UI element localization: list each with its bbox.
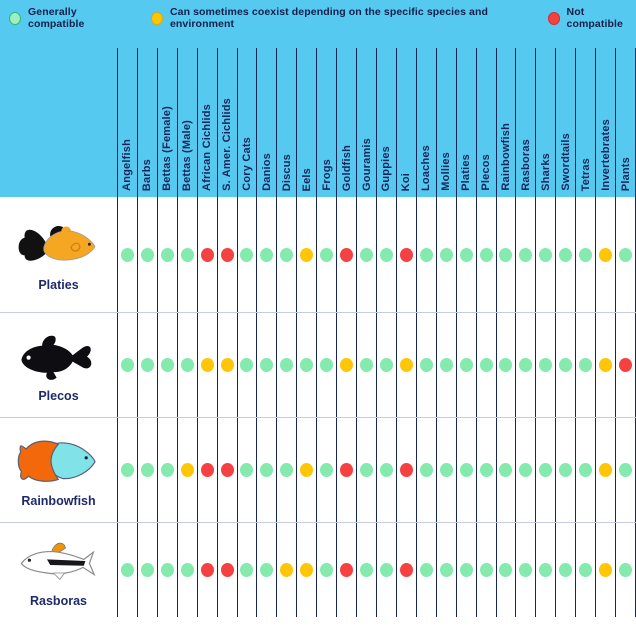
green-dot-icon — [440, 358, 453, 372]
column-label: Angelfish — [121, 139, 134, 191]
green-dot-icon — [9, 12, 21, 25]
cell-rasboras-vs-angelfish — [117, 523, 137, 617]
cell-rainbowfish-vs-rasboras — [515, 418, 535, 522]
column-label: Loaches — [420, 144, 433, 191]
cell-plecos-vs-barbs — [137, 313, 157, 417]
cell-rasboras-vs-plecos — [476, 523, 496, 617]
legend-label-sometimes: Can sometimes coexist depending on the specific species and environment — [169, 6, 489, 30]
column-header-platies — [456, 48, 476, 197]
cell-platies-vs-guppies — [376, 197, 396, 312]
dots-row-rasboras — [117, 523, 636, 617]
green-dot-icon — [141, 463, 154, 477]
cell-platies-vs-s-amer-cichlids — [217, 197, 237, 312]
cell-rasboras-vs-gouramis — [356, 523, 376, 617]
green-dot-icon — [579, 563, 592, 577]
cell-plecos-vs-platies — [456, 313, 476, 417]
green-dot-icon — [320, 248, 333, 262]
yellow-dot-icon — [221, 358, 234, 372]
column-label: Mollies — [440, 152, 453, 191]
cell-rasboras-vs-koi — [396, 523, 416, 617]
cell-rasboras-vs-goldfish — [336, 523, 356, 617]
cell-rainbowfish-vs-african-cichlids — [197, 418, 217, 522]
green-dot-icon — [300, 358, 313, 372]
column-label: S. Amer. Cichlids — [221, 98, 234, 191]
green-dot-icon — [519, 563, 532, 577]
cell-plecos-vs-mollies — [436, 313, 456, 417]
yellow-dot-icon — [300, 563, 313, 577]
column-header-plecos — [476, 48, 496, 197]
green-dot-icon — [579, 248, 592, 262]
green-dot-icon — [380, 358, 393, 372]
column-header-invertebrates — [595, 48, 615, 197]
legend — [0, 0, 636, 36]
cell-rasboras-vs-invertebrates — [595, 523, 615, 617]
cell-plecos-vs-rasboras — [515, 313, 535, 417]
column-header-bettas-male — [177, 48, 197, 197]
cell-rainbowfish-vs-danios — [256, 418, 276, 522]
red-dot-icon — [201, 563, 214, 577]
column-header-discus — [276, 48, 296, 197]
column-header-swordtails — [555, 48, 575, 197]
cell-plecos-vs-rainbowfish — [496, 313, 516, 417]
column-label: Cory Cats — [240, 137, 253, 191]
column-header-koi — [396, 48, 416, 197]
green-dot-icon — [161, 358, 174, 372]
green-dot-icon — [559, 248, 572, 262]
cell-plecos-vs-gouramis — [356, 313, 376, 417]
cell-platies-vs-swordtails — [555, 197, 575, 312]
yellow-dot-icon — [400, 358, 413, 372]
cell-rainbowfish-vs-invertebrates — [595, 418, 615, 522]
green-dot-icon — [240, 248, 253, 262]
green-dot-icon — [380, 463, 393, 477]
cell-plecos-vs-eels — [296, 313, 316, 417]
cell-platies-vs-barbs — [137, 197, 157, 312]
red-dot-icon — [221, 563, 234, 577]
green-dot-icon — [360, 463, 373, 477]
column-label: Guppies — [380, 145, 393, 191]
green-dot-icon — [161, 563, 174, 577]
column-label: Koi — [400, 172, 413, 191]
green-dot-icon — [260, 248, 273, 262]
cell-plecos-vs-bettas-female — [157, 313, 177, 417]
column-header-african-cichlids — [197, 48, 217, 197]
green-dot-icon — [539, 463, 552, 477]
column-header-tetras — [575, 48, 595, 197]
red-dot-icon — [221, 248, 234, 262]
green-dot-icon — [460, 358, 473, 372]
cell-rasboras-vs-sharks — [535, 523, 555, 617]
yellow-dot-icon — [599, 248, 612, 262]
cell-rainbowfish-vs-loaches — [416, 418, 436, 522]
cell-platies-vs-frogs — [316, 197, 336, 312]
green-dot-icon — [420, 358, 433, 372]
green-dot-icon — [360, 563, 373, 577]
cell-plecos-vs-african-cichlids — [197, 313, 217, 417]
green-dot-icon — [420, 563, 433, 577]
cell-plecos-vs-frogs — [316, 313, 336, 417]
yellow-dot-icon — [151, 12, 163, 25]
cell-platies-vs-cory-cats — [237, 197, 257, 312]
cell-plecos-vs-swordtails — [555, 313, 575, 417]
column-header-gouramis — [356, 48, 376, 197]
cell-plecos-vs-bettas-male — [177, 313, 197, 417]
yellow-dot-icon — [340, 358, 353, 372]
red-dot-icon — [400, 563, 413, 577]
cell-plecos-vs-goldfish — [336, 313, 356, 417]
cell-platies-vs-rainbowfish — [496, 197, 516, 312]
corner-cell — [0, 36, 117, 197]
red-dot-icon — [340, 463, 353, 477]
yellow-dot-icon — [181, 463, 194, 477]
red-dot-icon — [400, 463, 413, 477]
green-dot-icon — [559, 563, 572, 577]
green-dot-icon — [619, 248, 632, 262]
red-dot-icon — [548, 12, 560, 25]
cell-plecos-vs-cory-cats — [237, 313, 257, 417]
cell-rainbowfish-vs-swordtails — [555, 418, 575, 522]
green-dot-icon — [499, 358, 512, 372]
cell-platies-vs-invertebrates — [595, 197, 615, 312]
column-label: Plants — [619, 156, 632, 191]
cell-plecos-vs-tetras — [575, 313, 595, 417]
row-label-platies: Platies — [38, 278, 79, 292]
green-dot-icon — [519, 463, 532, 477]
yellow-dot-icon — [599, 358, 612, 372]
green-dot-icon — [440, 563, 453, 577]
green-dot-icon — [260, 358, 273, 372]
cell-rainbowfish-vs-rainbowfish — [496, 418, 516, 522]
green-dot-icon — [480, 463, 493, 477]
green-dot-icon — [480, 248, 493, 262]
cell-rainbowfish-vs-tetras — [575, 418, 595, 522]
green-dot-icon — [161, 463, 174, 477]
cell-rasboras-vs-frogs — [316, 523, 336, 617]
green-dot-icon — [280, 358, 293, 372]
cell-rasboras-vs-barbs — [137, 523, 157, 617]
rainbowfish-fish-icon — [13, 433, 105, 489]
legend-item-not-compatible — [548, 6, 636, 30]
red-dot-icon — [201, 248, 214, 262]
green-dot-icon — [559, 358, 572, 372]
column-label: Eels — [300, 167, 313, 191]
cell-rasboras-vs-guppies — [376, 523, 396, 617]
cell-rainbowfish-vs-eels — [296, 418, 316, 522]
cell-plecos-vs-s-amer-cichlids — [217, 313, 237, 417]
row-label-plecos: Plecos — [38, 388, 79, 403]
green-dot-icon — [320, 463, 333, 477]
cell-platies-vs-plecos — [476, 197, 496, 312]
legend-label-not-compatible: Not compatible — [566, 6, 623, 30]
cell-rainbowfish-vs-plecos — [476, 418, 496, 522]
green-dot-icon — [260, 463, 273, 477]
cell-platies-vs-bettas-male — [177, 197, 197, 312]
cell-rasboras-vs-mollies — [436, 523, 456, 617]
cell-rasboras-vs-tetras — [575, 523, 595, 617]
column-header-plants — [615, 48, 635, 197]
cell-rainbowfish-vs-frogs — [316, 418, 336, 522]
row-header-rasboras — [0, 523, 117, 617]
column-label: Frogs — [320, 159, 333, 191]
column-label: African Cichlids — [201, 104, 214, 191]
cell-platies-vs-tetras — [575, 197, 595, 312]
column-label: Rasboras — [519, 139, 532, 191]
cell-rasboras-vs-rainbowfish — [496, 523, 516, 617]
green-dot-icon — [619, 463, 632, 477]
green-dot-icon — [440, 463, 453, 477]
column-label: Platies — [460, 154, 473, 191]
yellow-dot-icon — [300, 248, 313, 262]
green-dot-icon — [360, 248, 373, 262]
green-dot-icon — [121, 463, 134, 477]
cell-platies-vs-rasboras — [515, 197, 535, 312]
row-label-rasboras: Rasboras — [30, 593, 87, 608]
cell-platies-vs-danios — [256, 197, 276, 312]
green-dot-icon — [420, 463, 433, 477]
green-dot-icon — [460, 248, 473, 262]
legend-item-sometimes — [151, 6, 523, 30]
cell-plecos-vs-plecos — [476, 313, 496, 417]
green-dot-icon — [499, 463, 512, 477]
green-dot-icon — [539, 358, 552, 372]
column-label: Bettas (Female) — [161, 106, 174, 191]
green-dot-icon — [539, 248, 552, 262]
cell-platies-vs-eels — [296, 197, 316, 312]
red-dot-icon — [201, 463, 214, 477]
cell-rainbowfish-vs-bettas-male — [177, 418, 197, 522]
cell-platies-vs-discus — [276, 197, 296, 312]
column-header-goldfish — [336, 48, 356, 197]
cell-platies-vs-plants — [615, 197, 635, 312]
yellow-dot-icon — [300, 463, 313, 477]
row-header-plecos — [0, 313, 117, 417]
cell-rasboras-vs-s-amer-cichlids — [217, 523, 237, 617]
column-label: Swordtails — [559, 133, 572, 191]
cell-plecos-vs-invertebrates — [595, 313, 615, 417]
table-row-rasboras — [0, 522, 636, 617]
cell-rasboras-vs-eels — [296, 523, 316, 617]
cell-plecos-vs-koi — [396, 313, 416, 417]
green-dot-icon — [460, 463, 473, 477]
column-headers — [117, 48, 636, 197]
cell-rasboras-vs-danios — [256, 523, 276, 617]
platies-fish-icon — [13, 217, 105, 273]
red-dot-icon — [340, 563, 353, 577]
cell-plecos-vs-danios — [256, 313, 276, 417]
green-dot-icon — [240, 563, 253, 577]
cell-platies-vs-african-cichlids — [197, 197, 217, 312]
column-label: Danios — [260, 153, 273, 191]
green-dot-icon — [420, 248, 433, 262]
cell-platies-vs-gouramis — [356, 197, 376, 312]
green-dot-icon — [181, 248, 194, 262]
cell-platies-vs-angelfish — [117, 197, 137, 312]
column-header-s-amer-cichlids — [217, 48, 237, 197]
table-row-rainbowfish — [0, 417, 636, 522]
cell-rainbowfish-vs-discus — [276, 418, 296, 522]
cell-plecos-vs-sharks — [535, 313, 555, 417]
cell-rainbowfish-vs-gouramis — [356, 418, 376, 522]
cell-plecos-vs-angelfish — [117, 313, 137, 417]
green-dot-icon — [240, 358, 253, 372]
cell-rasboras-vs-loaches — [416, 523, 436, 617]
column-header-loaches — [416, 48, 436, 197]
row-header-rainbowfish — [0, 418, 117, 522]
red-dot-icon — [400, 248, 413, 262]
yellow-dot-icon — [599, 563, 612, 577]
green-dot-icon — [360, 358, 373, 372]
yellow-dot-icon — [201, 358, 214, 372]
red-dot-icon — [221, 463, 234, 477]
cell-rasboras-vs-bettas-male — [177, 523, 197, 617]
column-label: Discus — [280, 153, 293, 191]
green-dot-icon — [181, 563, 194, 577]
plecos-fish-icon — [13, 328, 105, 384]
green-dot-icon — [141, 358, 154, 372]
column-header-danios — [256, 48, 276, 197]
cell-rainbowfish-vs-platies — [456, 418, 476, 522]
column-header-rainbowfish — [496, 48, 516, 197]
dots-row-rainbowfish — [117, 418, 636, 522]
column-header-frogs — [316, 48, 336, 197]
column-header-angelfish — [117, 48, 137, 197]
green-dot-icon — [121, 248, 134, 262]
column-label: Gouramis — [360, 138, 373, 191]
column-header-barbs — [137, 48, 157, 197]
cell-rasboras-vs-bettas-female — [157, 523, 177, 617]
cell-platies-vs-goldfish — [336, 197, 356, 312]
table-row-plecos — [0, 312, 636, 417]
green-dot-icon — [260, 563, 273, 577]
green-dot-icon — [579, 358, 592, 372]
green-dot-icon — [280, 463, 293, 477]
yellow-dot-icon — [280, 563, 293, 577]
cell-platies-vs-sharks — [535, 197, 555, 312]
cell-rasboras-vs-rasboras — [515, 523, 535, 617]
green-dot-icon — [440, 248, 453, 262]
green-dot-icon — [499, 563, 512, 577]
legend-label-compatible: Generally compatible — [28, 6, 85, 30]
column-header-guppies — [376, 48, 396, 197]
green-dot-icon — [519, 358, 532, 372]
cell-rasboras-vs-platies — [456, 523, 476, 617]
green-dot-icon — [380, 248, 393, 262]
green-dot-icon — [121, 563, 134, 577]
table-row-platies — [0, 197, 636, 312]
green-dot-icon — [539, 563, 552, 577]
cell-rainbowfish-vs-mollies — [436, 418, 456, 522]
column-label: Barbs — [141, 158, 154, 191]
green-dot-icon — [499, 248, 512, 262]
cell-rasboras-vs-cory-cats — [237, 523, 257, 617]
row-label-rainbowfish: Rainbowfish — [21, 493, 96, 508]
column-label: Invertebrates — [599, 119, 612, 191]
green-dot-icon — [320, 563, 333, 577]
cell-rainbowfish-vs-cory-cats — [237, 418, 257, 522]
green-dot-icon — [480, 563, 493, 577]
cell-rainbowfish-vs-guppies — [376, 418, 396, 522]
dots-row-platies — [117, 197, 636, 312]
column-header-eels — [296, 48, 316, 197]
yellow-dot-icon — [599, 463, 612, 477]
column-header-mollies — [436, 48, 456, 197]
cell-platies-vs-loaches — [416, 197, 436, 312]
column-header-sharks — [535, 48, 555, 197]
green-dot-icon — [141, 563, 154, 577]
green-dot-icon — [579, 463, 592, 477]
cell-rainbowfish-vs-bettas-female — [157, 418, 177, 522]
green-dot-icon — [519, 248, 532, 262]
rasboras-fish-icon — [13, 533, 105, 589]
cell-rasboras-vs-discus — [276, 523, 296, 617]
cell-plecos-vs-loaches — [416, 313, 436, 417]
cell-plecos-vs-guppies — [376, 313, 396, 417]
cell-rasboras-vs-african-cichlids — [197, 523, 217, 617]
column-header-rasboras — [515, 48, 535, 197]
cell-rainbowfish-vs-s-amer-cichlids — [217, 418, 237, 522]
cell-platies-vs-koi — [396, 197, 416, 312]
column-label: Tetras — [579, 157, 592, 191]
column-label: Plecos — [480, 154, 493, 191]
column-label: Goldfish — [340, 144, 353, 191]
cell-platies-vs-platies — [456, 197, 476, 312]
green-dot-icon — [380, 563, 393, 577]
cell-platies-vs-bettas-female — [157, 197, 177, 312]
green-dot-icon — [161, 248, 174, 262]
red-dot-icon — [619, 358, 632, 372]
cell-rainbowfish-vs-sharks — [535, 418, 555, 522]
green-dot-icon — [121, 358, 134, 372]
green-dot-icon — [559, 463, 572, 477]
green-dot-icon — [181, 358, 194, 372]
green-dot-icon — [480, 358, 493, 372]
cell-plecos-vs-discus — [276, 313, 296, 417]
cell-rasboras-vs-plants — [615, 523, 635, 617]
cell-rainbowfish-vs-koi — [396, 418, 416, 522]
green-dot-icon — [619, 563, 632, 577]
row-header-platies — [0, 197, 117, 312]
cell-rasboras-vs-swordtails — [555, 523, 575, 617]
green-dot-icon — [141, 248, 154, 262]
cell-platies-vs-mollies — [436, 197, 456, 312]
column-header-cory-cats — [237, 48, 257, 197]
red-dot-icon — [340, 248, 353, 262]
cell-rainbowfish-vs-goldfish — [336, 418, 356, 522]
green-dot-icon — [280, 248, 293, 262]
cell-rainbowfish-vs-barbs — [137, 418, 157, 522]
column-label: Sharks — [539, 153, 552, 191]
column-label: Rainbowfish — [499, 123, 512, 191]
table-body — [0, 197, 636, 617]
column-label: Bettas (Male) — [181, 119, 194, 191]
column-header-bettas-female — [157, 48, 177, 197]
footer-space — [0, 617, 636, 636]
green-dot-icon — [460, 563, 473, 577]
cell-rainbowfish-vs-angelfish — [117, 418, 137, 522]
cell-rainbowfish-vs-plants — [615, 418, 635, 522]
cell-plecos-vs-plants — [615, 313, 635, 417]
column-header-row — [0, 36, 636, 197]
legend-item-compatible — [9, 6, 126, 30]
dots-row-plecos — [117, 313, 636, 417]
green-dot-icon — [320, 358, 333, 372]
green-dot-icon — [240, 463, 253, 477]
